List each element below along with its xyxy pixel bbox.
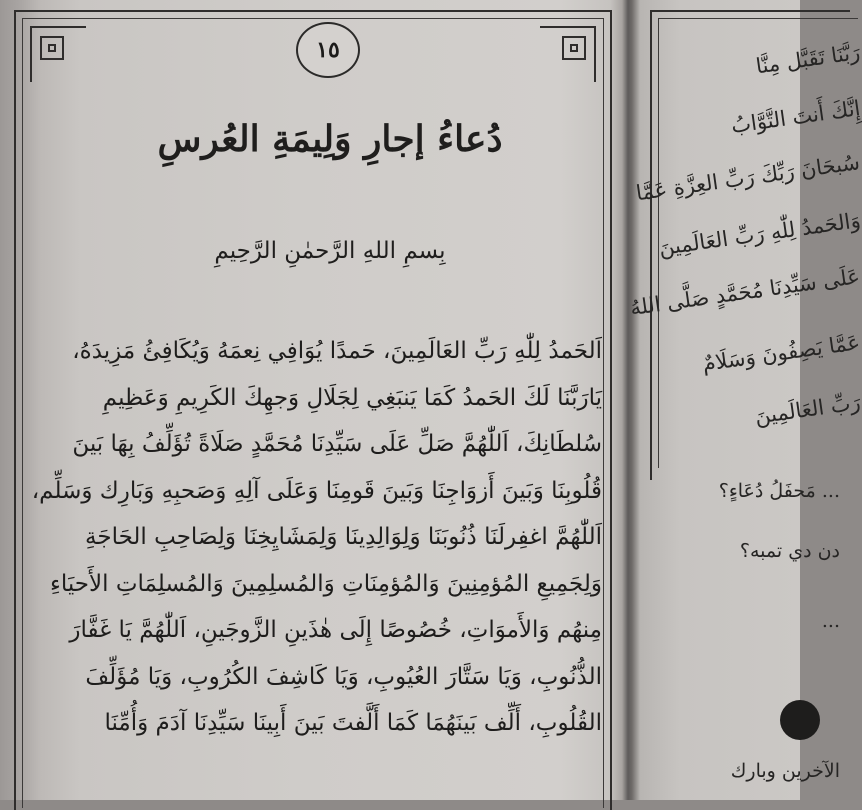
text-line: وَلِجَمِيعِ المُؤمِنِينَ وَالمُؤمِنَاتِ وَالمُسلِمِينَ وَالمُسلِمَاتِ الأَحيَاءِ (50, 570, 602, 597)
right-text-line: دن دي تمبه؟ (739, 540, 840, 562)
text-line: قُلُوبِنَا وَبَينَ أَزوَاجِنَا وَبَينَ قَومِنَا وَعَلَى آلِهِ وَصَحبِهِ وَبَارِك وَسَلِّم، (31, 477, 602, 504)
right-text-line: رَبِّ العَالَمِينَ (753, 390, 862, 429)
text-line: سُلطَانِكَ، اَللّٰهُمَّ صَلِّ عَلَى سَيِّدِنَا مُحَمَّدٍ صَلَاةً تُؤَلِّفُ بِهَا بَينَ (72, 431, 602, 457)
corner-ornament-right (540, 26, 596, 82)
text-line: يَارَبَّنَا لَكَ الحَمدُ كَمَا يَنبَغِي لِجَلَالِ وَجهِكَ الكَرِيمِ وَعَظِيمِ (102, 384, 602, 411)
text-line: اَللّٰهُمَّ اغفِرلَنَا ذُنُوبَنَا وَلِوَالِدِينَا وَلِمَشَايِخِنَا وَلِصَاحِبِ الحَاجَةِ (85, 524, 602, 550)
prayer-text (31, 328, 602, 747)
page-number-text: ١٥ (316, 37, 340, 63)
right-page (628, 0, 862, 800)
text-line: اَلحَمدُ لِلّٰهِ رَبِّ العَالَمِينَ، حَمدًا يُوَافِي نِعمَهُ وَيُكَافِئُ مَزِيدَهُ، (72, 338, 602, 364)
right-text-line: عَمَّا يَصِفُونَ وَسَلَامٌ (701, 330, 862, 376)
right-text-line: ... (821, 610, 840, 632)
right-text-line: عَلَى سَيِّدِنَا مُحَمَّدٍ صَلَّى اللهُ (628, 264, 862, 321)
right-text-line: رَبَّنَا تَقَبَّل مِنَّا (754, 40, 862, 79)
right-text-line: سُبحَانَ رَبِّكَ رَبِّ العِزَّةِ عَمَّا (634, 150, 862, 206)
text-line: الذُّنُوبِ، وَيَا سَتَّارَ العُيُوبِ، وَيَا كَاشِفَ الكُرُوبِ، وَيَا مُؤَلِّفَ (85, 663, 602, 690)
right-text-line: وَالحَمدُ لِلّٰهِ رَبِّ العَالَمِينَ (657, 208, 862, 261)
right-text-line: ... مَحفَلُ دُعَاءٍ؟ (718, 480, 840, 502)
text-line: مِنهُم وَالأَموَاتِ، خُصُوصًا إِلَى هٰذَينِ الزَّوجَينِ، اَللّٰهُمَّ يَا غَفَّارَ (69, 617, 602, 643)
right-text-line: الآخرين وبارك (730, 760, 840, 782)
corner-ornament-left (30, 26, 86, 82)
ink-blot (780, 700, 820, 740)
right-text-line: إِنَّكَ أَنتَ التَّوَّابُ (729, 96, 862, 138)
basmala: بِسمِ اللهِ الرَّحمٰنِ الرَّحِيمِ (214, 238, 446, 264)
page-title: دُعاءُ إجارِ وَلِيمَةِ العُرسِ (157, 118, 503, 160)
page-number (296, 22, 360, 78)
text-line: القُلُوبِ، أَلِّف بَينَهُمَا كَمَا أَلَّفتَ بَينَ أَبِينَا سَيِّدِنَا آدَمَ وَأُمِّنَا (104, 710, 602, 736)
